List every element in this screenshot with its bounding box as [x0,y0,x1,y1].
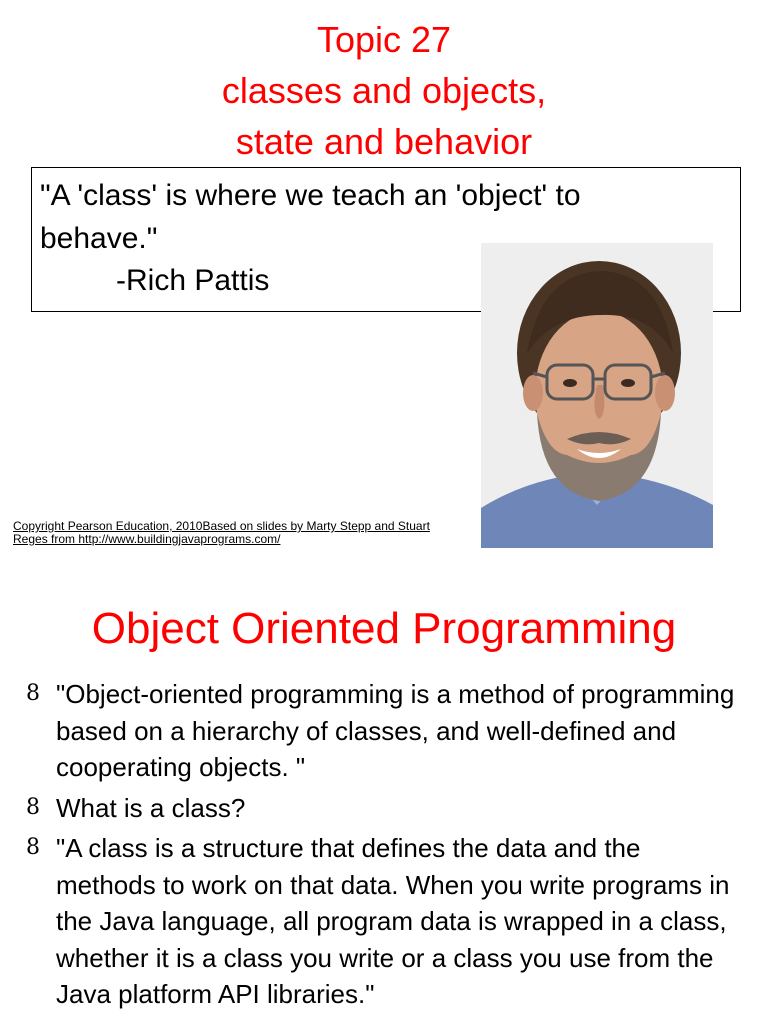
slide2-title: Object Oriented Programming [91,604,677,653]
bullet-text: "A class is a structure that defines the data and the methods to work on that data. When you write programs in the Java language, all program data is wrapped in a class, whether it is a class you write or a class you use from the Java platform API libraries." [56,833,730,1009]
bullet-marker: 8 [26,794,40,820]
portrait-photo [481,243,713,548]
bullet-list [0,676,768,1017]
slide1-title-line-3: state and behavior [235,121,533,162]
slide1-title-line-1: Topic 27 [316,19,452,60]
quote-text: "A 'class' is where we teach an 'object' to behave." [40,179,581,255]
slide1-title-line-2: classes and objects, [221,70,547,111]
quote-author: -Rich Pattis [116,264,270,297]
list-item [0,676,768,786]
portrait-illustration [481,243,713,548]
list-item [0,830,768,1013]
bullet-text: "Object-oriented programming is a method of programming based on a hierarchy of classes, and well-defined and cooperating objects. " [56,679,735,782]
slide1-title [0,14,768,167]
copyright-notice: Copyright Pearson Education, 2010Based on slides by Marty Stepp and Stuart Reges from http://www.buildingjavaprograms.com/ [13,519,430,546]
bullet-text: What is a class? [56,792,246,823]
list-item [0,790,768,827]
bullet-marker: 8 [26,681,40,706]
bullet-marker: 8 [26,835,40,860]
